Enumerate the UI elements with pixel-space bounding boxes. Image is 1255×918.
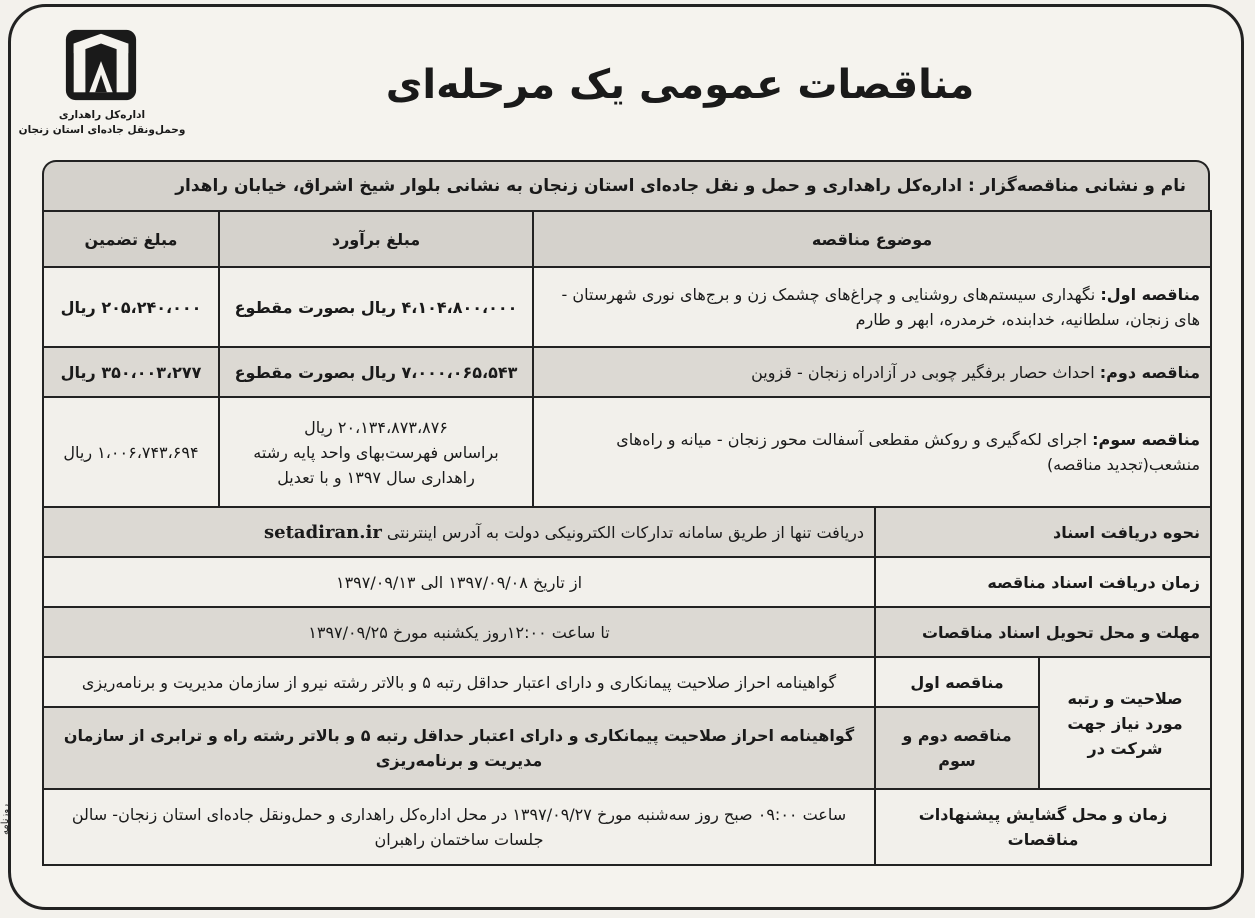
deadline-label: مهلت و محل تحویل اسناد مناقصات (875, 607, 1211, 657)
opening-row (43, 789, 1211, 865)
tender-label: مناقصه دوم: (1099, 362, 1201, 382)
tender-organizer-header: نام و نشانی مناقصه‌گزار : اداره‌کل راهداری و حمل و نقل جاده‌ای استان زنجان به نشانی بلوار شیخ اشراق، خیابان راهدار (42, 160, 1210, 210)
organization-name-line2: وحمل‌ونقل جاده‌ای استان زنجان (18, 124, 186, 136)
column-subject: موضوع مناقصه (533, 211, 1211, 267)
tender-subject: اجرای لکه‌گیری و روکش مقطعی آسفالت محور زنجان - میانه و راه‌های منشعب(تجدید مناقصه) (616, 430, 1201, 474)
documents-receipt-time-row (43, 557, 1211, 607)
tender-guarantee: ۱،۰۰۶،۷۴۳،۶۹۴ ریال (43, 397, 219, 507)
organization-name (12, 108, 192, 138)
column-guarantee: مبلغ تضمین (43, 211, 219, 267)
tender-subject: احداث حصار برفگیر چوبی در آزادراه زنجان - قزوین (751, 362, 1095, 382)
receipt-method-value: دریافت تنها از طریق سامانه تدارکات الکترونیکی دولت به آدرس اینترنتی (386, 522, 865, 542)
tender-estimate-note: براساس فهرست‌بهای واحد پایه رشته راهداری سال ۱۳۹۷ و با تعدیل (253, 442, 499, 487)
documents-deadline-row (43, 607, 1211, 657)
organization-logo-icon (62, 26, 140, 104)
tender-estimate: ۷،۰۰۰،۰۶۵،۵۴۳ ریال بصورت مقطوع (219, 347, 533, 397)
table-row (43, 267, 1211, 347)
table-row (43, 347, 1211, 397)
opening-value: ساعت ۰۹:۰۰ صبح روز سه‌شنبه مورخ ۱۳۹۷/۰۹/۲۷ در محل اداره‌کل راهداری و حمل‌ونقل جاده‌ای استان زنجان- سالن جلسات ساختمان راهبران (43, 789, 875, 865)
qualification-label: صلاحیت و رتبه مورد نیاز جهت شرکت در (1039, 657, 1211, 789)
table-row (43, 397, 1211, 507)
tender-subject: نگهداری سیستم‌های روشنایی و چراغ‌های چشمک زن و برج‌های نوری شهرستان‌ - های زنجان، سلطانیه، خدابنده، خرمدره، ابهر و طارم (561, 285, 1201, 329)
receipt-method-label: نحوه دریافت اسناد (875, 507, 1211, 557)
qualification-first-row (43, 657, 1211, 707)
documents-receipt-method-row (43, 507, 1211, 557)
side-stamp: روزنامه (0, 803, 11, 835)
qualification-second-value: گواهینامه احراز صلاحیت پیمانکاری و دارای اعتبار حداقل رتبه ۵ و بالاتر رشته راه و ترابری از سازمان مدیریت و برنامه‌ریزی (43, 707, 875, 789)
tender-guarantee: ۲۰۵،۲۴۰،۰۰۰ ریال (43, 267, 219, 347)
page-title: مناقصات عمومی یک مرحله‌ای (385, 62, 975, 108)
tender-guarantee: ۳۵۰،۰۰۳،۲۷۷ ریال (43, 347, 219, 397)
qualification-second-row (43, 707, 1211, 789)
opening-label: زمان و محل گشایش پیشنهادات مناقصات (875, 789, 1211, 865)
tender-table (42, 210, 1212, 866)
qualification-first-label: مناقصه اول (875, 657, 1039, 707)
tender-label: مناقصه سوم: (1092, 430, 1201, 449)
receipt-time-value: از تاریخ ۱۳۹۷/۰۹/۰۸ الی ۱۳۹۷/۰۹/۱۳ (43, 557, 875, 607)
deadline-value: تا ساعت ۱۲:۰۰روز یکشنبه مورخ ۱۳۹۷/۰۹/۲۵ (43, 607, 875, 657)
column-estimate: مبلغ برآورد (219, 211, 533, 267)
tender-label: مناقصه اول: (1100, 285, 1201, 304)
table-header-row (43, 211, 1211, 267)
qualification-second-label: مناقصه دوم و سوم (875, 707, 1039, 789)
receipt-time-label: زمان دریافت اسناد مناقصه (875, 557, 1211, 607)
tender-estimate: ۲۰،۱۳۴،۸۷۳،۸۷۶ ریال (304, 417, 448, 437)
qualification-first-value: گواهینامه احراز صلاحیت پیمانکاری و دارای اعتبار حداقل رتبه ۵ و بالاتر رشته نیرو از سازمان مدیریت و برنامه‌ریزی (43, 657, 875, 707)
setadiran-link[interactable]: setadiran.ir (264, 521, 382, 543)
organization-name-line1: اداره‌کل راهداری (58, 109, 146, 121)
tender-estimate: ۴،۱۰۴،۸۰۰،۰۰۰ ریال بصورت مقطوع (219, 267, 533, 347)
